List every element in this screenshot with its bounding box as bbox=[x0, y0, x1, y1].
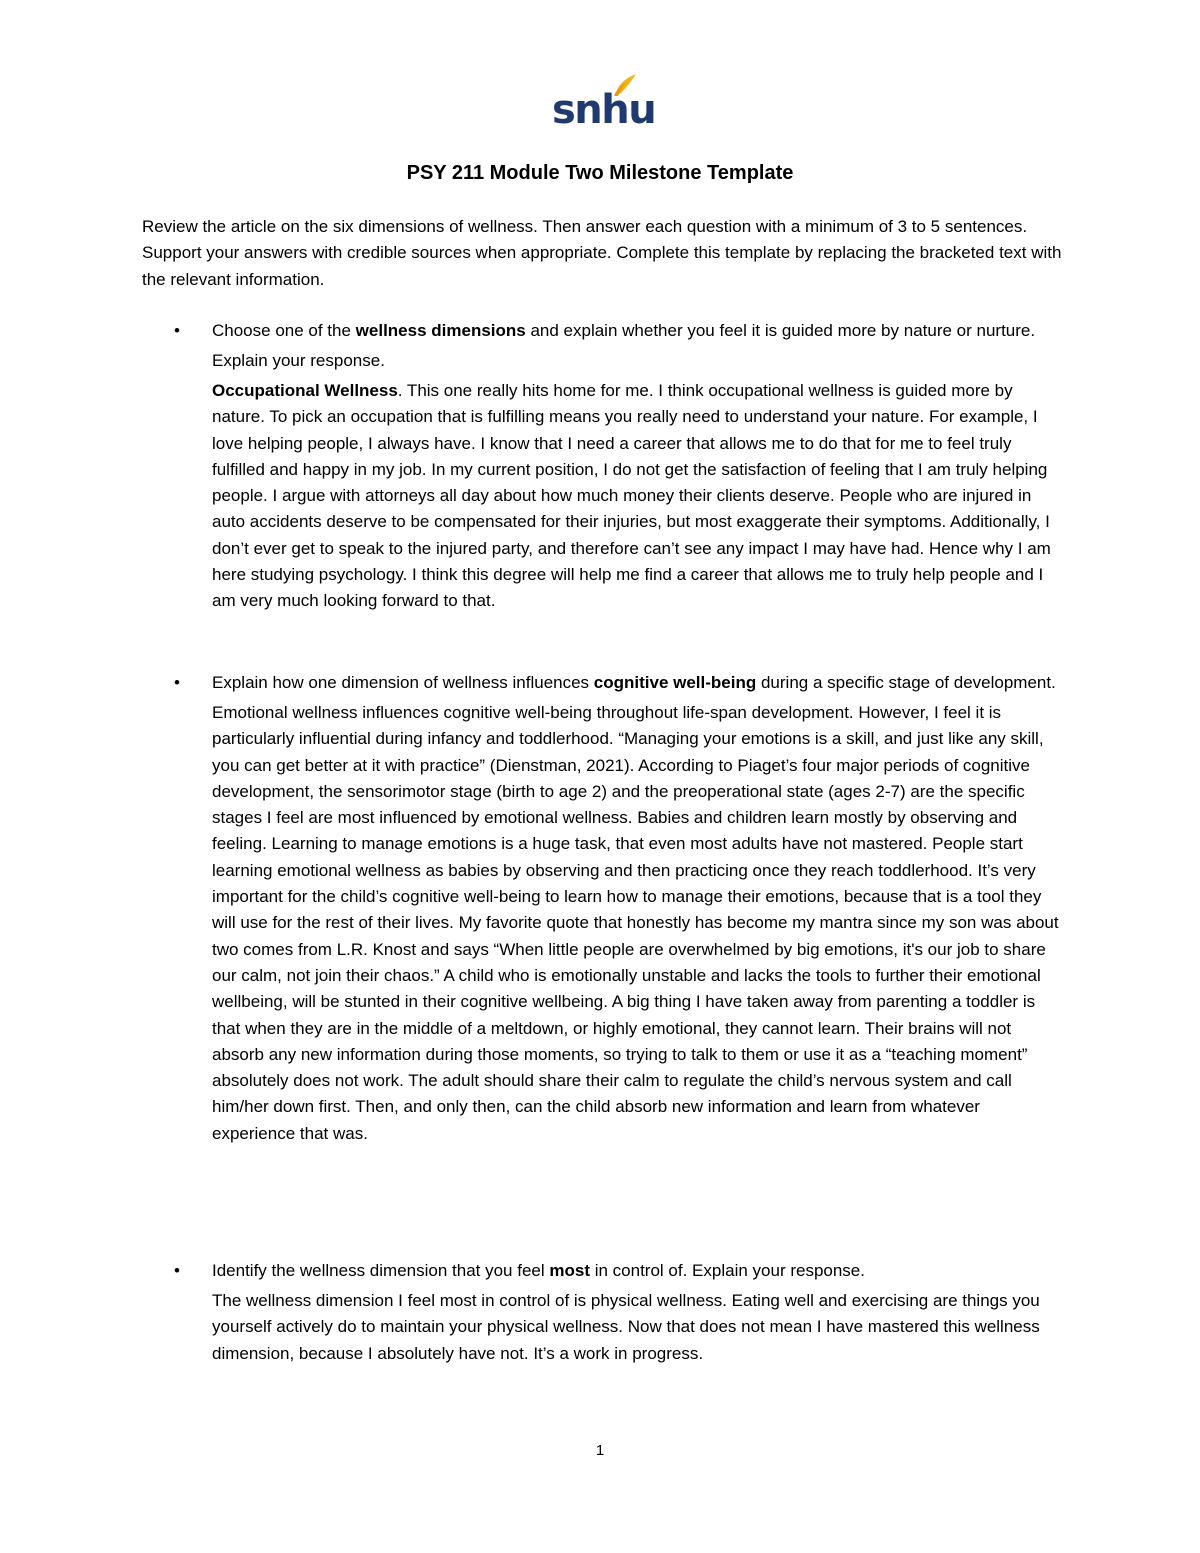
prompt-emphasis: most bbox=[549, 1261, 590, 1280]
prompt-text: Choose one of the bbox=[212, 321, 356, 340]
answer-body: . This one really hits home for me. I think occupational wellness is guided more by nature. To pick an occupation that is fulfilling means you really need to understand your nature. For example, I love helping people, I always have. I know that I need a career that allows me to do that for me to feel truly fulfilled and happy in my job. In my current position, I do not get the satisfaction of feeling that I am truly helping people. I argue with attorneys all day about how much money their clients deserve. People who are injured in auto accidents deserve to be compensated for their injuries, but most exaggerate their symptoms. Additionally, I don’t ever get to speak to the injured party, and therefore can’t see any impact I may have had. Hence why I am here studying psychology. I think this degree will help me find a career that allows me to truly help people and I am very much looking forward to that. bbox=[212, 381, 1051, 611]
prompt-text: Explain how one dimension of wellness influences bbox=[212, 673, 594, 692]
prompt-text: in control of. Explain your response. bbox=[590, 1261, 865, 1280]
bullet-icon: • bbox=[174, 1261, 180, 1280]
prompt-emphasis: cognitive well-being bbox=[593, 673, 757, 692]
answer-text bbox=[212, 1288, 1062, 1367]
prompt-text: during a specific stage of development. bbox=[756, 673, 1056, 692]
page-title: PSY 211 Module Two Milestone Template bbox=[406, 162, 794, 184]
snhu-logo bbox=[552, 72, 656, 134]
logo-wordmark: snhu bbox=[552, 87, 656, 133]
page-number: 1 bbox=[595, 1442, 605, 1459]
question-prompt bbox=[212, 316, 1057, 376]
answer-text bbox=[212, 700, 1062, 1147]
prompt-text: and explain whether you feel it is guided more by nature or nurture. Explain your response. bbox=[212, 321, 1036, 370]
question-prompt bbox=[212, 668, 1057, 698]
prompt-emphasis: wellness dimensions bbox=[355, 321, 526, 340]
question-prompt bbox=[212, 1256, 1057, 1286]
bullet-icon: • bbox=[174, 673, 180, 692]
answer-body: Emotional wellness influences cognitive well-being throughout life-span development. However, I feel it is particularly influential during infancy and toddlerhood. “Managing your emotions is a skill, and just like any skill, you can get better at it with practice” (Dienstman, 2021). According to Piaget’s four major periods of cognitive development, the sensorimotor stage (birth to age 2) and the preoperational state (ages 2-7) are the specific stages I feel are most influenced by emotional wellness. Babies and children learn mostly by observing and feeling. Learning to manage emotions is a huge task, that even most adults have not mastered. People start learning emotional wellness as babies by observing and then practicing once they reach toddlerhood. It’s very important for the child’s cognitive well-being to learn how to manage their emotions, because that is a tool they will use for the rest of their lives. My favorite quote that honestly has become my mantra since my son was about two comes from L.R. Knost and says “When little people are overwhelmed by big emotions, it's our job to share our calm, not join their chaos.” A child who is emotionally unstable and lacks the tools to further their emotional wellbeing, will be stunted in their cognitive wellbeing. A big thing I have taken away from parenting a toddler is that when they are in the middle of a meltdown, or highly emotional, they cannot learn. Their brains will not absorb any new information during those moments, so trying to talk to them or use it as a “teaching moment” absolutely does not work. The adult should share their calm to regulate the child’s nervous system and call him/her down first. Then, and only then, can the child absorb new information and learn from whatever experience that was. bbox=[212, 703, 1059, 1143]
question-block-1 bbox=[142, 316, 1062, 615]
answer-body: The wellness dimension I feel most in control of is physical wellness. Eating well and exercising are things you yourself actively do to maintain your physical wellness. Now that does not mean I have mastered this wellness dimension, because I absolutely have not. It’s a work in progress. bbox=[212, 1291, 1040, 1363]
question-block-3 bbox=[142, 1256, 1062, 1367]
question-block-2 bbox=[142, 668, 1062, 1147]
answer-text bbox=[212, 378, 1062, 615]
answer-emphasis: Occupational Wellness bbox=[212, 381, 398, 400]
prompt-text: Identify the wellness dimension that you feel bbox=[212, 1261, 550, 1280]
bullet-icon: • bbox=[174, 321, 180, 340]
intro-paragraph: Review the article on the six dimensions of wellness. Then answer each question with a minimum of 3 to 5 sentences. Support your answers with credible sources when appropriate. Complete this template by replacing the bracketed text with the relevant information. bbox=[142, 217, 1062, 289]
